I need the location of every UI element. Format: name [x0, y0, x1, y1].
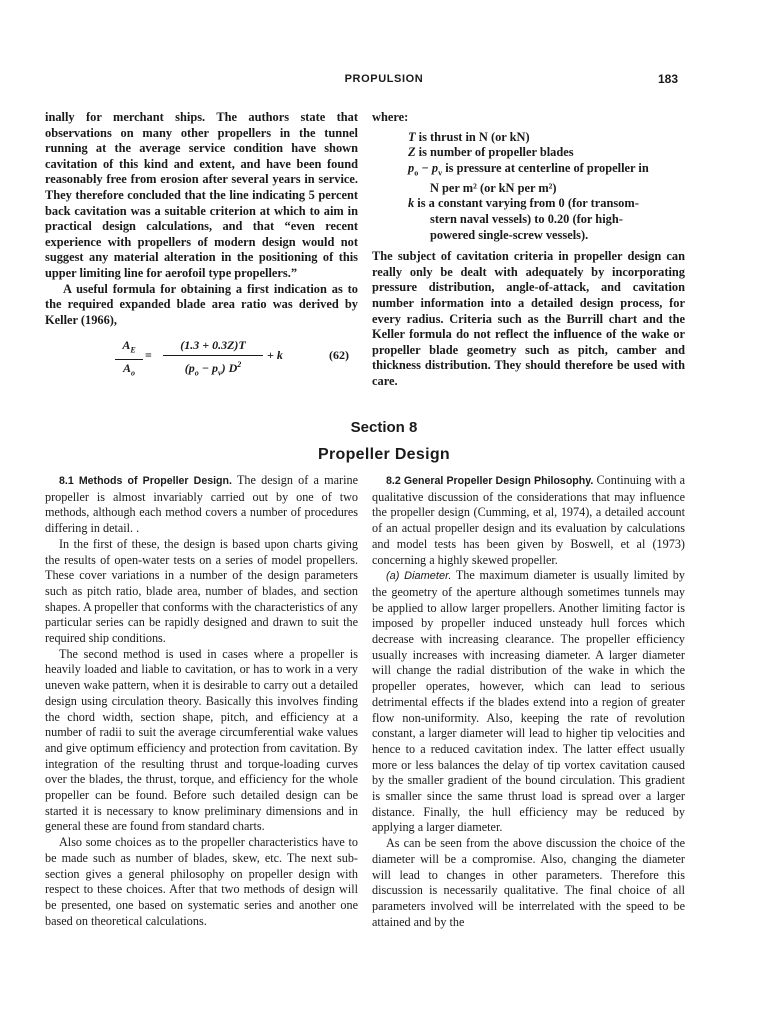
- definition-item: Z is number of propeller blades: [408, 145, 574, 160]
- keller-formula: [45, 332, 358, 382]
- subsection-heading: 8.2 General Propeller Design Philosophy.: [386, 475, 594, 487]
- page-number: 183: [658, 72, 679, 86]
- paragraph: 8.2 General Propeller Design Philosophy. Continuing with a qualitative discussion of the considerations that may influence the propeller design (Cumming, et al, 1974), a detailed account of an actual propeller design and its evaluation by calculations and model tests has been given by Boswell, et al (1973) concerning a highly skewed propeller.: [372, 473, 685, 567]
- paragraph: A useful formula for obtaining a first indication as to the required expanded blade area ratio was derived by Keller (1966),: [45, 281, 358, 327]
- paragraph: As can be seen from the above discussion the choice of the diameter will be a compromise. Also, changing the diameter will lead to changes in other parameters. Therefore this discussion is necessarily qualitative. The final choice of all parameters involved will be interrelated with the speed to be attained and by the: [372, 836, 685, 929]
- paragraph: In the first of these, the design is based upon charts giving the results of open-water tests on a series of model propellers. These cover variations in a number of the design parameters such as pitch ratio, blade area, number of blades, and section shapes. A propeller that conforms with the characteristics of any particular series can be rapidly designed and drawn to suit the required ship conditions.: [45, 536, 358, 646]
- running-title: PROPULSION: [344, 73, 424, 85]
- paragraph: The subject of cavitation criteria in propeller design can really only be dealt with adequately by incorporating pressure distribution, angle-of-attack, and cavitation number information into a detailed design process, for every radius. Criteria such as the Burrill chart and the Keller formula do not reflect the influence of the wake or propeller blade geometry such as pitch, camber and thickness distribution. They should therefore be used with care.: [372, 249, 685, 388]
- lower-left-column: [45, 473, 358, 929]
- diameter-heading: (a) Diameter.: [386, 570, 452, 583]
- paragraph: (a) Diameter. The maximum diameter is usually limited by the geometry of the aperture although sometimes tunnels may be applied to allow larger propellers. Another limiting factor is imposed by propeller induced unsteady hull forces which decrease with increasing clearance. The propeller efficiency usually increases with increasing diameter. A larger diameter will change the radial distribution of the wake in which the propeller operates, however, which can lead to serious detrimental effects if the blades extend into a region of greater flow non-uniformity. Also, keeping the rate of revolution constant, a larger diameter will lead to higher tip velocities and hence to a reduced cavitation index. The latter effect usually more or less balances the delay of tip vortex cavitation caused by the smaller gradient of the bound circulation. This gradient is smaller since the same thrust load is spread over a larger distance. Finally, the hull efficiency may be reduced by applying a larger diameter.: [372, 568, 685, 835]
- formula-equals: =: [145, 348, 152, 363]
- upper-left-column: [45, 110, 358, 382]
- paragraph: The second method is used in cases where a propeller is heavily loaded and liable to cavitation, or has to work in a very uneven wake pattern, when it is desirable to carry out a detailed design using circulation theory. Basically this involves finding the chord width, section shape, pitch, and efficiency at a number of radii to suit the average circumferential wake values and give optimum efficiency and protection from cavitation. By integration of the resulting thrust and torque-loading curves over the blades, the thrust, torque, and efficiency for the whole propeller can be found. Before such detailed design can be started it is necessary to know preliminary dimensions and in general these are found from standard charts.: [45, 646, 358, 834]
- formula-rhs: (1.3 + 0.3Z)T $(p_o - p_v)$ $D^2$: [163, 338, 263, 381]
- section-number: Section 8: [350, 419, 418, 436]
- definition-item: $p_o - p_v$ is pressure at centerline of propeller in: [408, 160, 649, 178]
- paragraph: Also some choices as to the propeller characteristics have to be made such as number of blades, skew, etc. The next sub-section gives a general philosophy on propeller design with respect to these choices. After that two methods of design will be presented, one based on systematic series and another one based on theoretical calculations.: [45, 835, 358, 928]
- equation-number: (62): [329, 348, 349, 363]
- where-label: where:: [372, 110, 409, 124]
- paragraph: 8.1 Methods of Propeller Design. The design of a marine propeller is almost invariably carried out by one of two methods, although each method covers a number of procedures differing in detail. .: [45, 473, 358, 536]
- variable-definitions: T is thrust in N (or kN) Z is number of propeller blades $p_o - p_v$ is pressure at centerline of propeller in N per m² (or kN per m²) k is a constant varying from 0 (for transom- stern naval vessels) to 0.20 (for high- powered single-screw vessels).: [408, 130, 685, 244]
- definition-item: T is thrust in N (or kN): [408, 129, 530, 144]
- upper-right-column: [372, 110, 685, 390]
- section-title: Propeller Design: [318, 446, 450, 463]
- lower-right-column: [372, 473, 685, 930]
- formula-plus-k: + k: [267, 348, 283, 363]
- subsection-heading: 8.1 Methods of Propeller Design.: [59, 475, 232, 487]
- paragraph: inally for merchant ships. The authors state that observations on many other propellers in the tunnel running at the average service condition have shown cavitation of this kind and extent, and have been found reasonably free from erosion after several years in service. They therefore concluded that the line indicating 5 percent back cavitation was a suitable criterion at which to aim in practical design calculations, and that “even recent experience with propellers of modern design would not suggest any material alteration in the positioning of this upper limiting line for aerofoil type propellers.”: [45, 110, 358, 280]
- formula-lhs: $A_E$ $A_o$: [115, 338, 143, 381]
- definition-item: k is a constant varying from 0 (for transom-: [408, 196, 639, 211]
